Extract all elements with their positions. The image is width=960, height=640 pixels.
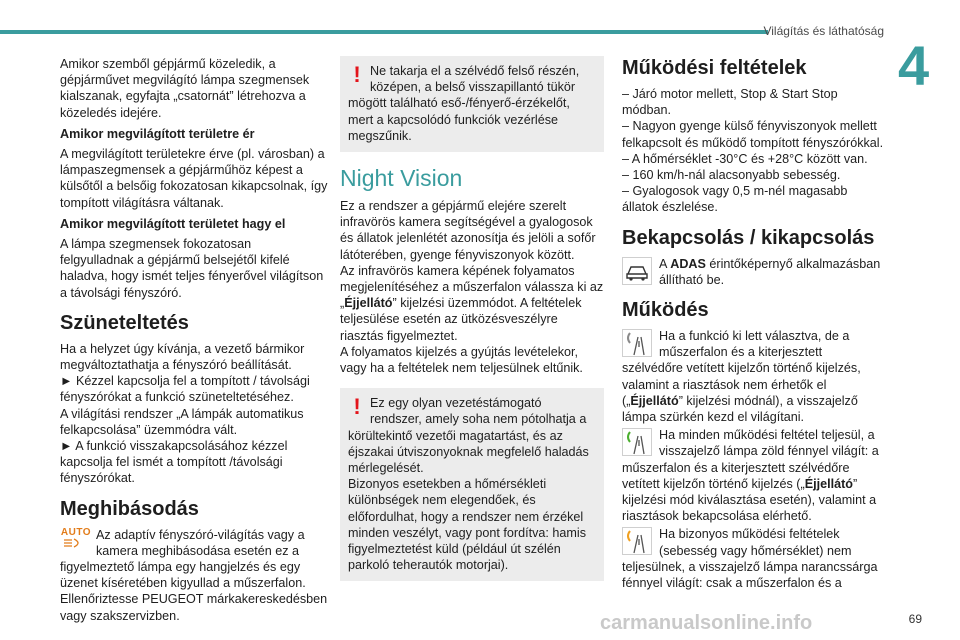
- paragraph: ► A funkció visszakapcsolásához kézzel kapcsolja fel ismét a tompított /távolsági fényszórókat.: [60, 439, 288, 486]
- column-left: [60, 56, 328, 624]
- night-vision-green-icon: [622, 428, 654, 458]
- warning-text: Ez egy olyan vezetéstámogató rendszer, amely soha nem pótolhatja a körültekintő vezetői magatartást, és az éjszakai útviszonyoknak megfelelő haladás mérlegelését.: [348, 396, 589, 476]
- subheading: Amikor megvilágított területre ér: [60, 126, 255, 141]
- bold-text: ADAS: [670, 256, 706, 271]
- condition-item: – Nagyon gyenge külső fényviszonyok mellett felkapcsolt és működő tompított fényszórókkal.: [622, 119, 884, 150]
- pedestrian-road-icon: [622, 329, 652, 357]
- heading-night-vision: Night Vision: [340, 165, 463, 192]
- heading-pause: Szüneteltetés: [60, 311, 189, 334]
- paragraph: ► Kézzel kapcsolja fel a tompított / távolsági fényszórókat a funkció szüneteltetéséhez.: [60, 374, 310, 405]
- bold-text: Éjjellátó: [344, 296, 393, 311]
- text: ” kijelzési mód kiválasztása esetén), valamint a riasztások bekapcsolása elérhető.: [622, 476, 877, 524]
- paragraph: A folyamatos kijelzés a gyújtás levételekor, vagy ha a feltételek nem teljesülnek eltűnik.: [340, 344, 583, 376]
- headlamp-beams-icon: [60, 538, 92, 548]
- paragraph: A lámpa szegmensek fokozatosan felgyulladnak a gépjármű belsejétől kifelé haladva, hogy ismét teljes fényerővel világítson a távolsági fényszóró.: [60, 237, 324, 300]
- bold-text: Éjjellátó: [804, 476, 853, 491]
- warning-text: Bizonyos esetekben a hőmérsékleti különbségek nem elegendőek, és előfordulhat, hogy a rendszer nem érzékel minden veszélyt, vagy pont fordítva: hamis figyelmeztetést küld (például út szélén parkoló teherautók motorjai).: [348, 477, 586, 573]
- paragraph: Amikor szemből gépjármű közeledik, a gépjárművet megvilágító lámpa szegmensek kialszanak, egyfajta „csatornát” létrehozva a közeledés idejére.: [60, 57, 310, 120]
- condition-item: – 160 km/h-nál alacsonyabb sebesség.: [622, 168, 841, 183]
- auto-headlamp-warning-icon: [60, 528, 92, 548]
- warning-text: Ne takarja el a szélvédő felső részén, középen, a belső visszapillantó tükör mögött található eső-/fényerő-érzékelőt, mert a kapcsolódó funkciók vezérlése megszűnik.: [348, 64, 580, 143]
- night-vision-orange-icon: [622, 527, 654, 557]
- pedestrian-road-icon: [622, 428, 652, 456]
- bold-text: Éjjellátó: [630, 393, 679, 408]
- text: Az infravörös kamera képének folyamatos megjelenítéséhez a műszerfalon válassza ki az „: [340, 263, 604, 311]
- paragraph: Ez a rendszer a gépjármű elejére szerelt infravörös kamera segítségével a gyalogosok és állatok jelenlétét azonosítja és jelöli a sofőr látóterében, gyenge fényviszonyok között.: [340, 199, 596, 262]
- operation-item-grey: [622, 328, 886, 425]
- chapter-number: 4: [898, 34, 930, 97]
- heading-operation: Működés: [622, 299, 709, 322]
- operation-item-green: [622, 427, 886, 524]
- condition-item: – A hőmérséklet -30°C és +28°C között van.: [622, 151, 868, 166]
- text: A: [659, 256, 671, 271]
- text: Ha a funkció ki lett választva, de a műszerfalon és a kiterjesztett szélvédőre vetített kijelzőn történő kijelzés, valamint a riasztások nem érhetők el („: [622, 329, 861, 408]
- operation-item-orange: [622, 526, 886, 591]
- night-vision-grey-icon: [622, 329, 654, 359]
- column-middle: [340, 56, 604, 587]
- text: ” kijelzési módnál), a visszajelző lámpa szürkén kezd el világítani.: [622, 393, 858, 425]
- section-title: Világítás és láthatóság: [763, 24, 884, 38]
- onoff-item: [622, 256, 886, 288]
- heading-fault: Meghibásodás: [60, 497, 199, 520]
- paragraph: Ha a helyzet úgy kívánja, a vezető bármikor megváltoztathatja a fényszóró beállítását.: [60, 341, 305, 373]
- text: Ha minden működési feltétel teljesül, a visszajelző lámpa zöld fénnyel világít: a műszerfalon és a kiterjesztett szélvédőre vetített kijelzőn történő kijelzés („: [622, 428, 879, 491]
- paragraph: [340, 263, 604, 344]
- exclamation-icon: !: [353, 394, 361, 420]
- text: Ha bizonyos működési feltételek (sebesség vagy hőmérséklet) nem teljesülnek, a visszajelző lámpa narancssárga fénnyel világít: csak a műszerfalon és a: [622, 527, 878, 591]
- condition-item: – Gyalogosok vagy 0,5 m-nél magasabb állatok észlelése.: [622, 184, 848, 215]
- column-right: [622, 56, 886, 591]
- warning-box-sensor: [340, 56, 604, 152]
- watermark: carmanualsonline.info: [600, 612, 813, 634]
- page-number: 69: [908, 612, 922, 626]
- text: ” kijelzési üzemmódot. A feltételek teljesülése esetén az ütközésveszélyre riasztás figyelmeztet.: [340, 296, 582, 343]
- heading-conditions: Működési feltételek: [622, 57, 807, 79]
- fault-item: [60, 527, 328, 624]
- paragraph: A megvilágított területekre érve (pl. városban) a lámpaszegmensek a gépjárműhöz képest a külsőtől a belsőig fokozatosan kikapcsolnak, így tompított világításra váltanak.: [60, 147, 328, 210]
- exclamation-icon: !: [353, 62, 361, 87]
- subheading: Amikor megvilágított területet hagy el: [60, 216, 286, 231]
- auto-icon-label: AUTO: [60, 526, 92, 538]
- warning-box-driver-aid: [340, 388, 604, 581]
- paragraph: Az adaptív fényszóró-világítás vagy a kamera meghibásodása esetén ez a figyelmeztető lámpa egy hangjelzés és egy üzenet kíséretében kigyullad a műszerfalon. Ellenőriztesse PEUGEOT márkakereskedésben vagy szakszervizben.: [60, 527, 328, 623]
- heading-on-off: Bekapcsolás / kikapcsolás: [622, 226, 875, 249]
- pedestrian-road-icon: [622, 527, 652, 555]
- text: érintőképernyő alkalmazásban állítható be.: [659, 256, 881, 287]
- paragraph: A világítási rendszer „A lámpák automatikus felkapcsolása” üzemmódra vált.: [60, 406, 304, 437]
- car-icon: [622, 257, 652, 285]
- header-accent-bar: [0, 30, 768, 34]
- condition-item: – Járó motor mellett, Stop & Start Stop módban.: [622, 87, 838, 118]
- car-adas-icon: [622, 257, 654, 287]
